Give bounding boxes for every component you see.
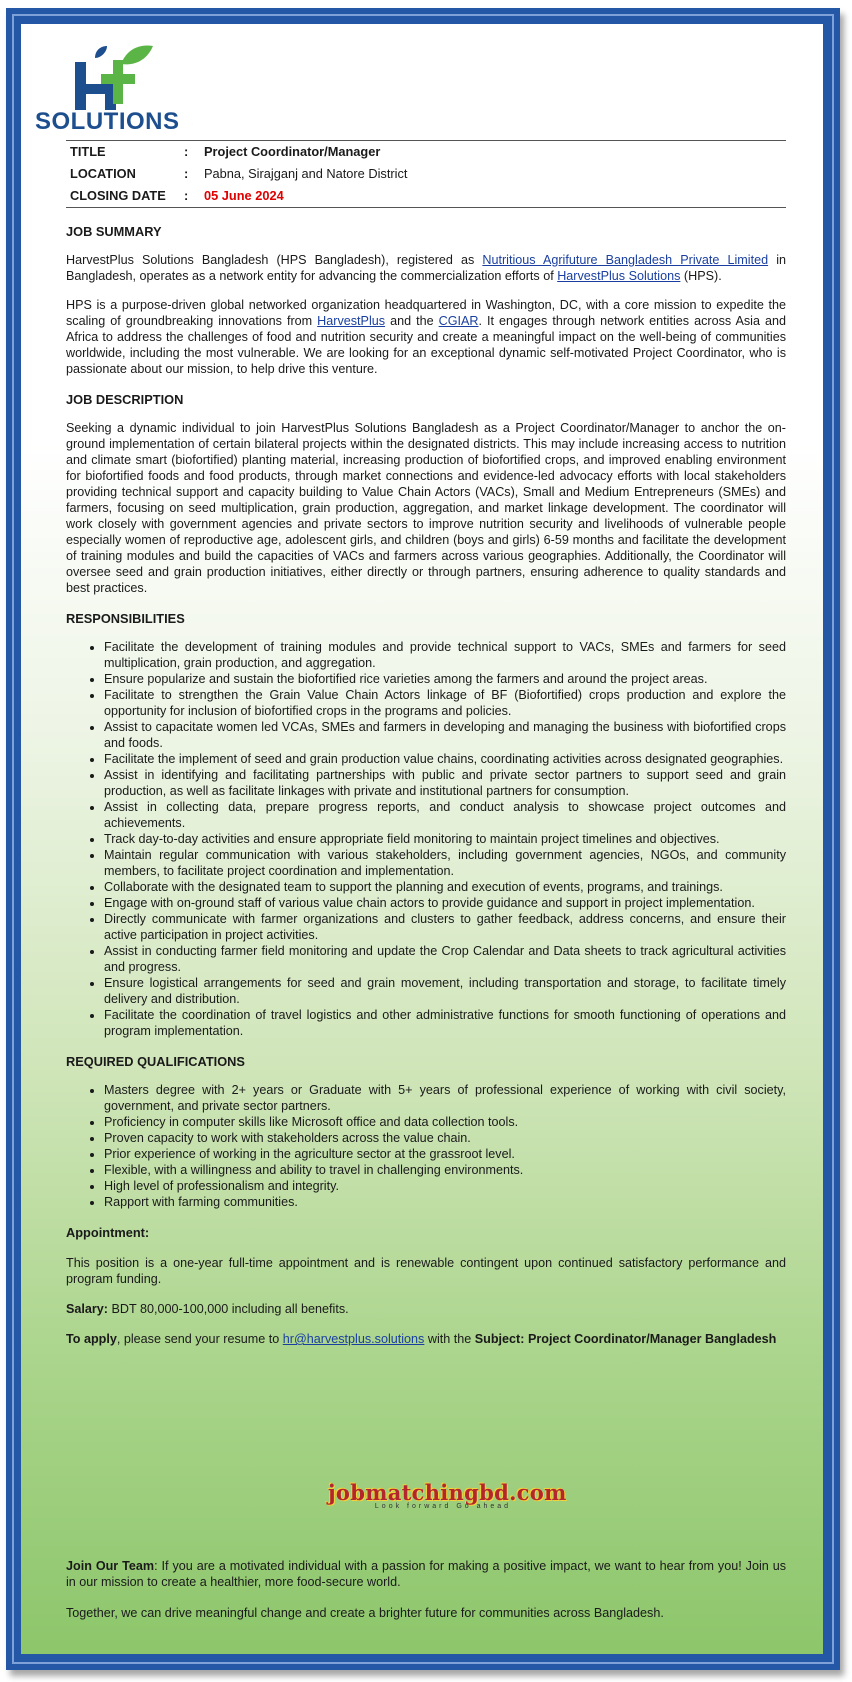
job-info-table [66, 140, 786, 208]
list-item: • Ensure logistical arrangements for seed and grain movement, including transportation and storage, to facilitate timely delivery and distribution. [104, 975, 786, 1007]
responsibilities-heading: RESPONSIBILITIES [66, 611, 185, 626]
qualifications-list [66, 1082, 786, 1210]
join-team-paragraph: Join Our Team: If you are a motivated individual with a passion for making a positive impact, we want to hear from you! Join us in our mission to create a healthier, more food-secure world. [66, 1559, 787, 1589]
harvestplus-solutions-link[interactable]: HarvestPlus Solutions [557, 269, 681, 283]
together-paragraph: Together, we can drive meaningful change and create a brighter future for communities across Bangladesh. [66, 1606, 664, 1620]
job-description-heading: JOB DESCRIPTION [66, 392, 184, 407]
list-item: • Facilitate the implement of seed and grain production value chains, coordinating activities across designated geographies. [104, 751, 786, 767]
salary-line: Salary: BDT 80,000-100,000 including all benefits. [66, 1302, 349, 1316]
list-item: • Assist in conducting farmer field monitoring and update the Crop Calendar and Data sheets to track agricultural activities and progress. [104, 943, 786, 975]
list-item: • Collaborate with the designated team to support the planning and execution of events, programs, and trainings. [104, 879, 786, 895]
info-row-location: LOCATION : Pabna, Sirajganj and Natore District [66, 163, 786, 185]
list-item: • Rapport with farming communities. [104, 1194, 786, 1210]
list-item: • Maintain regular communication with various stakeholders, including government agencies, NGOs, and community members, to facilitate project coordination and implementation. [104, 847, 786, 879]
closing-section [66, 1558, 786, 1621]
list-item: • Proficiency in computer skills like Microsoft office and data collection tools. [104, 1114, 786, 1130]
list-item: • Facilitate the coordination of travel logistics and other administrative functions for smooth functioning of operations and program implementation. [104, 1007, 786, 1039]
location-value: Pabna, Sirajganj and Natore District [204, 166, 408, 181]
list-item: • Directly communicate with farmer organizations and clusters to gather feedback, address concerns, and ensure their active participation in project activities. [104, 911, 786, 943]
info-row-title: TITLE : Project Coordinator/Manager [66, 141, 786, 164]
list-item: • Flexible, with a willingness and ability to travel in challenging environments. [104, 1162, 786, 1178]
list-item: • Facilitate the development of training modules and provide technical support to VACs, SMEs and farmers for seed multiplication, grain production, and aggregation. [104, 639, 786, 671]
job-title-value: Project Coordinator/Manager [204, 144, 381, 159]
harvestplus-link[interactable]: HarvestPlus [317, 314, 386, 328]
apply-line: To apply, please send your resume to hr@harvestplus.solutions with the Subject: Project Coordinator/Manager Bangladesh [66, 1332, 777, 1346]
list-item: • Facilitate to strengthen the Grain Value Chain Actors linkage of BF (Biofortified) crops production and explore the opportunity for inclusion of biofortified crops in the programs and policies. [104, 687, 786, 719]
list-item: • Track day-to-day activities and ensure appropriate field monitoring to maintain project timelines and objectives. [104, 831, 786, 847]
list-item: • Proven capacity to work with stakeholders across the value chain. [104, 1130, 786, 1146]
list-item: • High level of professionalism and integrity. [104, 1178, 786, 1194]
info-row-closing: CLOSING DATE : 05 June 2024 [66, 185, 786, 208]
logo-wordmark: SOLUTIONS [35, 108, 180, 135]
job-info-table-wrap [66, 140, 786, 1347]
job-poster [21, 24, 823, 1654]
nutritious-agrifuture-link[interactable]: Nutritious Agrifuture Bangladesh Private Limited [482, 253, 769, 267]
qualifications-heading: REQUIRED QUALIFICATIONS [66, 1054, 245, 1069]
list-item: • Masters degree with 2+ years or Graduate with 5+ years of professional experience of working with civil society, government, and private sector partners. [104, 1082, 786, 1114]
appointment-heading: Appointment: [66, 1225, 150, 1240]
cgiar-link[interactable]: CGIAR [438, 314, 479, 328]
responsibilities-list [66, 639, 786, 1039]
list-item: • Assist in collecting data, prepare progress reports, and conduct analysis to showcase project outcomes and achievements. [104, 799, 786, 831]
list-item: • Assist in identifying and facilitating partnerships with public and private sector partners to support seed and grain production, as well as facilitate linkages with private and institutional partners for consumption. [104, 767, 786, 799]
list-item: • Prior experience of working in the agriculture sector at the grassroot level. [104, 1146, 786, 1162]
list-item: • Ensure popularize and sustain the biofortified rice varieties among the farmers and around the project areas. [104, 671, 786, 687]
jobmatchingbd-watermark: jobmatchingbd.com Look forward Go ahead [328, 1480, 567, 1510]
list-item: • Engage with on-ground staff of various value chain actors to provide guidance and support in project implementation. [104, 895, 786, 911]
closing-date-value: 05 June 2024 [204, 188, 284, 203]
job-summary-heading: JOB SUMMARY [66, 224, 162, 239]
appointment-text: This position is a one-year full-time appointment and is renewable contingent upon continued satisfactory performance and program funding. [66, 1256, 786, 1286]
description-paragraph: Seeking a dynamic individual to join HarvestPlus Solutions Bangladesh as a Project Coordinator/Manager to anchor the on-ground implementation of certain bilateral projects within the designated districts. This may include increasing access to nutrition and climate smart (biofortified) planting material, increasing production of biofortified crops, and improved enabling environment for biofortified foods and food products, through market connections and evidence-led advocacy efforts with local stakeholders providing technical support and capacity building to Value Chain Actors (VACs), Small and Medium Entrepreneurs (SMEs) and farmers, focusing on seed multiplication, grain production, aggregation, and market linkage development. The coordinator will work closely with government agencies and private sectors to improve nutrition security and livelihoods of vulnerable people especially women of reproductive age, adolescent girls, and children (boys and girls) 6-59 months and facilitate the development of training modules and build the capacities of VACs and farmers across various geographies. Additionally, the Coordinator will oversee seed and grain production initiatives, either directly or through partners, ensuring adherence to quality standards and best practices. [66, 421, 786, 595]
summary-paragraph-1: HarvestPlus Solutions Bangladesh (HPS Bangladesh), registered as Nutritious Agrifuture Bangladesh Private Limited in Bangladesh, operates as a network entity for advancing the commercialization efforts of HarvestPlus Solutions (HPS). [66, 253, 786, 283]
list-item: • Assist to capacitate women led VCAs, SMEs and farmers in developing and managing the business with biofortified crops and foods. [104, 719, 786, 751]
summary-paragraph-2: HPS is a purpose-driven global networked organization headquartered in Washington, DC, with a core mission to expedite the scaling of groundbreaking innovations from HarvestPlus and the CGIAR. It engages through network entities across Asia and Africa to address the challenges of food and nutrition security and create a meaningful impact on the well-being of communities worldwide, including the most vulnerable. We are looking for an exceptional dynamic self-motivated Project Coordinator, who is passionate about our mission, to help drive this venture. [66, 298, 787, 376]
hr-email-link[interactable]: hr@harvestplus.solutions [282, 1332, 425, 1346]
